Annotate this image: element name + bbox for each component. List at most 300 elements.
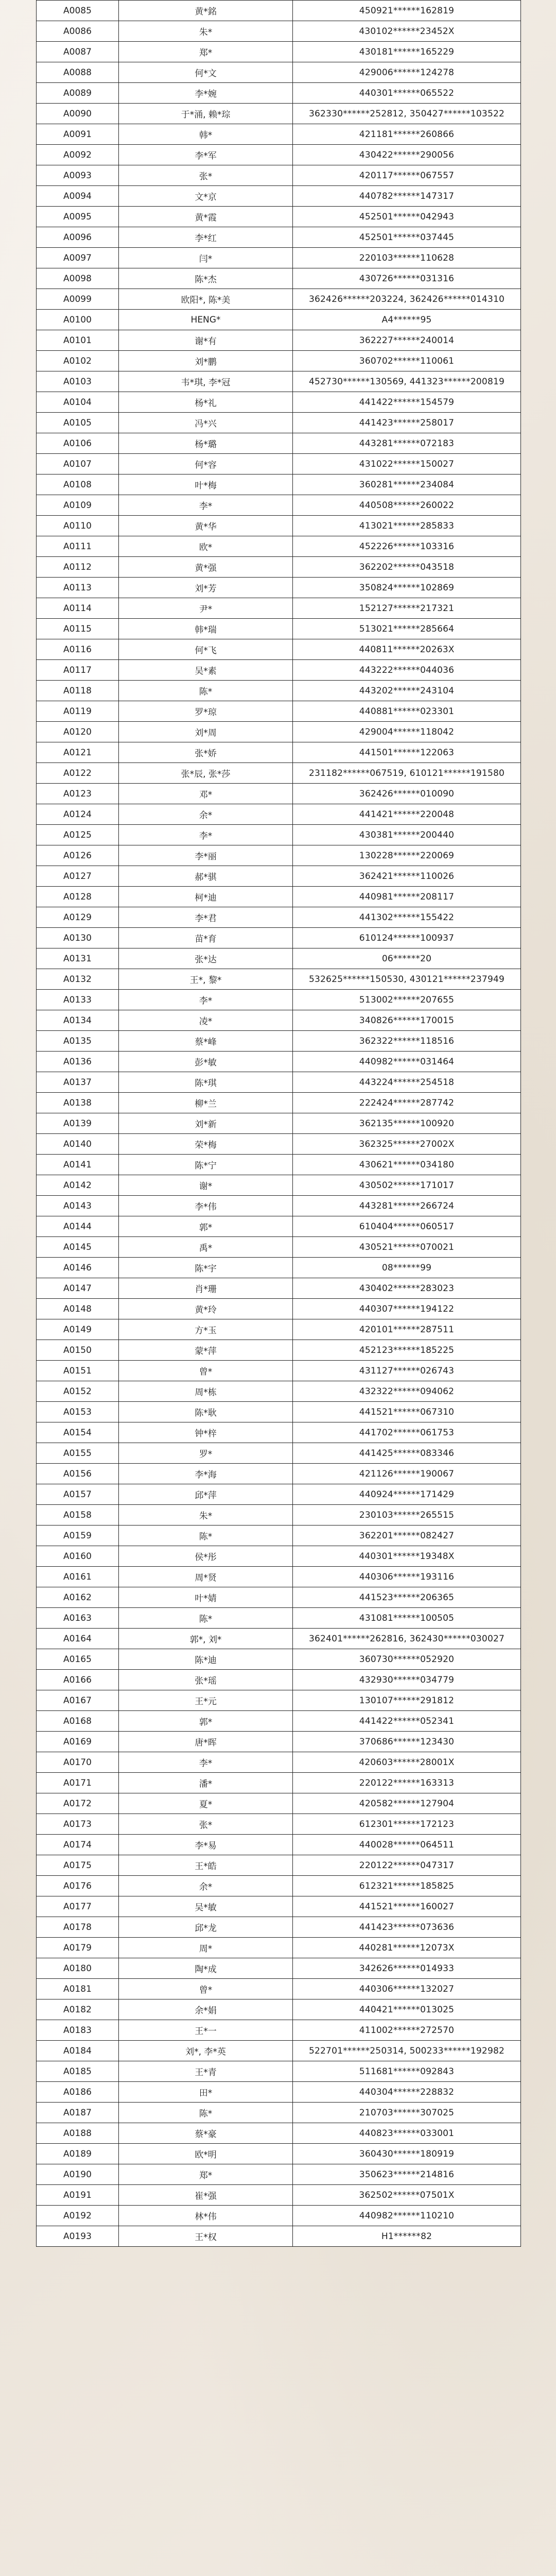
serial-number-cell: A0127 — [37, 866, 119, 887]
id-number-cell: 220122******047317 — [293, 1855, 521, 1876]
id-number-cell: 420582******127904 — [293, 1793, 521, 1814]
serial-number-cell: A0148 — [37, 1299, 119, 1319]
serial-number-cell: A0110 — [37, 516, 119, 536]
serial-number-cell: A0153 — [37, 1402, 119, 1422]
id-number-cell: 440881******023301 — [293, 701, 521, 722]
id-number-cell: 362227******240014 — [293, 330, 521, 351]
applicant-name-cell: 刘*周 — [119, 722, 293, 742]
applicant-name-cell: 曾* — [119, 1361, 293, 1381]
applicant-name-cell: 欧*明 — [119, 2144, 293, 2164]
table-row — [37, 969, 521, 990]
serial-number-cell: A0113 — [37, 578, 119, 598]
applicant-name-cell: 罗* — [119, 1443, 293, 1464]
serial-number-cell: A0137 — [37, 1072, 119, 1093]
applicant-name-cell: 黄*銘 — [119, 1, 293, 21]
serial-number-cell: A0167 — [37, 1690, 119, 1711]
applicant-name-cell: 朱* — [119, 1505, 293, 1526]
applicant-name-cell: 陈*杰 — [119, 268, 293, 289]
applicant-name-cell: 郭*, 刘* — [119, 1629, 293, 1649]
serial-number-cell: A0125 — [37, 825, 119, 845]
applicant-name-cell: 周* — [119, 1938, 293, 1958]
id-number-cell: 610124******100937 — [293, 928, 521, 948]
id-number-cell: 411002******272570 — [293, 2020, 521, 2041]
serial-number-cell: A0103 — [37, 371, 119, 392]
id-number-cell: 440307******194122 — [293, 1299, 521, 1319]
id-number-cell: 06******20 — [293, 948, 521, 969]
id-number-cell: 220122******163313 — [293, 1773, 521, 1793]
table-row — [37, 1258, 521, 1278]
applicant-name-cell: 李*海 — [119, 1464, 293, 1484]
id-number-cell: 362502******07501X — [293, 2185, 521, 2206]
serial-number-cell: A0189 — [37, 2144, 119, 2164]
table-row — [37, 1526, 521, 1546]
id-number-cell: 421126******190067 — [293, 1464, 521, 1484]
applicant-name-cell: 陈* — [119, 681, 293, 701]
applicant-name-cell: 李*军 — [119, 145, 293, 165]
id-number-cell: 360281******234084 — [293, 474, 521, 495]
serial-number-cell: A0159 — [37, 1526, 119, 1546]
id-number-cell: 522701******250314, 500233******192982 — [293, 2041, 521, 2061]
applicant-name-cell: 方*玉 — [119, 1319, 293, 1340]
serial-number-cell: A0166 — [37, 1670, 119, 1690]
serial-number-cell: A0135 — [37, 1031, 119, 1052]
table-row — [37, 1629, 521, 1649]
table-row — [37, 1876, 521, 1896]
serial-number-cell: A0094 — [37, 186, 119, 207]
table-row — [37, 681, 521, 701]
table-row — [37, 1999, 521, 2020]
id-number-cell: 511681******092843 — [293, 2061, 521, 2082]
applicant-name-cell: 郑* — [119, 2164, 293, 2185]
id-number-cell: 350623******214816 — [293, 2164, 521, 2185]
table-row — [37, 330, 521, 351]
serial-number-cell: A0193 — [37, 2226, 119, 2247]
serial-number-cell: A0098 — [37, 268, 119, 289]
serial-number-cell: A0101 — [37, 330, 119, 351]
serial-number-cell: A0165 — [37, 1649, 119, 1670]
applicant-name-cell: 钟*梓 — [119, 1422, 293, 1443]
applicant-name-cell: 谢*有 — [119, 330, 293, 351]
id-number-cell: 420603******28001X — [293, 1752, 521, 1773]
id-number-cell: 210703******307025 — [293, 2103, 521, 2123]
serial-number-cell: A0120 — [37, 722, 119, 742]
id-number-cell: 420101******287511 — [293, 1319, 521, 1340]
serial-number-cell: A0140 — [37, 1134, 119, 1155]
applicant-name-cell: 欧阳*, 陈*美 — [119, 289, 293, 310]
applicant-name-cell: 周*栋 — [119, 1381, 293, 1402]
applicant-name-cell: 尹* — [119, 598, 293, 619]
applicant-name-cell: 杨*礼 — [119, 392, 293, 413]
id-number-cell: 430521******070021 — [293, 1237, 521, 1258]
id-number-cell: 430181******165229 — [293, 42, 521, 62]
id-number-cell: 430422******290056 — [293, 145, 521, 165]
table-row — [37, 2164, 521, 2185]
table-row — [37, 948, 521, 969]
table-row — [37, 1237, 521, 1258]
table-row — [37, 21, 521, 42]
serial-number-cell: A0155 — [37, 1443, 119, 1464]
applicant-name-cell: 侯*彤 — [119, 1546, 293, 1567]
id-number-cell: 610404******060517 — [293, 1216, 521, 1237]
table-row — [37, 784, 521, 804]
id-number-cell: 440982******110210 — [293, 2206, 521, 2226]
serial-number-cell: A0089 — [37, 83, 119, 104]
table-row — [37, 1670, 521, 1690]
serial-number-cell: A0130 — [37, 928, 119, 948]
table-row — [37, 1072, 521, 1093]
serial-number-cell: A0173 — [37, 1814, 119, 1835]
serial-number-cell: A0097 — [37, 248, 119, 268]
applicant-name-cell: 邱*龙 — [119, 1917, 293, 1938]
serial-number-cell: A0099 — [37, 289, 119, 310]
id-number-cell: 130107******291812 — [293, 1690, 521, 1711]
id-number-cell: 440028******064511 — [293, 1835, 521, 1855]
applicant-name-cell: 余*娟 — [119, 1999, 293, 2020]
table-row — [37, 907, 521, 928]
id-number-cell: 441422******154579 — [293, 392, 521, 413]
serial-number-cell: A0157 — [37, 1484, 119, 1505]
table-row — [37, 474, 521, 495]
applicant-name-cell: 余* — [119, 1876, 293, 1896]
table-row — [37, 145, 521, 165]
id-number-cell: 452730******130569, 441323******200819 — [293, 371, 521, 392]
applicant-name-cell: 黄*霞 — [119, 207, 293, 227]
id-number-cell: 440811******20263X — [293, 639, 521, 660]
applicant-name-cell: 黄*华 — [119, 516, 293, 536]
id-number-cell: 429006******124278 — [293, 62, 521, 83]
id-number-cell: 430402******283023 — [293, 1278, 521, 1299]
applicant-name-cell: 韩*瑞 — [119, 619, 293, 639]
id-number-cell: 431022******150027 — [293, 454, 521, 474]
serial-number-cell: A0160 — [37, 1546, 119, 1567]
table-row — [37, 763, 521, 784]
table-row — [37, 62, 521, 83]
serial-number-cell: A0085 — [37, 1, 119, 21]
applicant-name-cell: 夏* — [119, 1793, 293, 1814]
serial-number-cell: A0162 — [37, 1587, 119, 1608]
applicant-name-cell: 邓* — [119, 784, 293, 804]
id-number-cell: 360730******052920 — [293, 1649, 521, 1670]
applicant-name-cell: 闫* — [119, 248, 293, 268]
serial-number-cell: A0183 — [37, 2020, 119, 2041]
id-number-cell: 440304******228832 — [293, 2082, 521, 2103]
serial-number-cell: A0185 — [37, 2061, 119, 2082]
applicant-name-cell: 李*红 — [119, 227, 293, 248]
serial-number-cell: A0117 — [37, 660, 119, 681]
applicant-name-cell: 邱*萍 — [119, 1484, 293, 1505]
applicant-name-cell: 杨*璐 — [119, 433, 293, 454]
id-number-cell: 342626******014933 — [293, 1958, 521, 1979]
id-number-cell: 440924******171429 — [293, 1484, 521, 1505]
applicant-name-cell: 柯*迪 — [119, 887, 293, 907]
applicant-name-cell: 何*飞 — [119, 639, 293, 660]
serial-number-cell: A0156 — [37, 1464, 119, 1484]
id-number-cell: 362421******110026 — [293, 866, 521, 887]
table-row — [37, 2185, 521, 2206]
serial-number-cell: A0142 — [37, 1175, 119, 1196]
serial-number-cell: A0138 — [37, 1093, 119, 1113]
applicant-name-cell: 韦*琪, 李*冠 — [119, 371, 293, 392]
id-number-cell: 222424******287742 — [293, 1093, 521, 1113]
table-row — [37, 990, 521, 1010]
table-row — [37, 433, 521, 454]
id-number-cell: 440508******260022 — [293, 495, 521, 516]
id-number-cell: 440823******033001 — [293, 2123, 521, 2144]
applicant-name-cell: 何*文 — [119, 62, 293, 83]
applicant-name-cell: 陈*宁 — [119, 1155, 293, 1175]
table-row — [37, 42, 521, 62]
applicant-name-cell: 潘* — [119, 1773, 293, 1793]
table-row — [37, 1855, 521, 1876]
applicant-name-cell: 崔*强 — [119, 2185, 293, 2206]
applicant-name-cell: 陈*琪 — [119, 1072, 293, 1093]
table-row — [37, 1505, 521, 1526]
table-row — [37, 2123, 521, 2144]
table-row — [37, 371, 521, 392]
table-row — [37, 1340, 521, 1361]
id-number-cell: 612301******172123 — [293, 1814, 521, 1835]
table-row — [37, 866, 521, 887]
applicant-name-cell: 李*君 — [119, 907, 293, 928]
table-row — [37, 887, 521, 907]
serial-number-cell: A0108 — [37, 474, 119, 495]
serial-number-cell: A0106 — [37, 433, 119, 454]
applicant-name-cell: 郑* — [119, 42, 293, 62]
serial-number-cell: A0171 — [37, 1773, 119, 1793]
serial-number-cell: A0122 — [37, 763, 119, 784]
table-row — [37, 1443, 521, 1464]
applicant-name-cell: 曾* — [119, 1979, 293, 1999]
id-number-cell: 443281******266724 — [293, 1196, 521, 1216]
serial-number-cell: A0112 — [37, 557, 119, 578]
id-number-cell: 413021******285833 — [293, 516, 521, 536]
serial-number-cell: A0164 — [37, 1629, 119, 1649]
applicant-name-cell: 陶*成 — [119, 1958, 293, 1979]
table-row — [37, 1093, 521, 1113]
applicant-name-cell: 张* — [119, 1814, 293, 1835]
table-row — [37, 2206, 521, 2226]
table-row — [37, 1052, 521, 1072]
table-row — [37, 1732, 521, 1752]
id-number-cell: 370686******123430 — [293, 1732, 521, 1752]
serial-number-cell: A0191 — [37, 2185, 119, 2206]
applicant-name-cell: 刘*新 — [119, 1113, 293, 1134]
serial-number-cell: A0188 — [37, 2123, 119, 2144]
table-row — [37, 2103, 521, 2123]
table-row — [37, 639, 521, 660]
table-row — [37, 1484, 521, 1505]
applicant-name-cell: 苗*育 — [119, 928, 293, 948]
applicant-name-cell: 肖*珊 — [119, 1278, 293, 1299]
applicant-name-cell: 刘*, 李*英 — [119, 2041, 293, 2061]
serial-number-cell: A0175 — [37, 1855, 119, 1876]
table-row — [37, 1216, 521, 1237]
id-number-cell: 440982******031464 — [293, 1052, 521, 1072]
applicant-name-cell: 黄*强 — [119, 557, 293, 578]
applicant-name-cell: 欧* — [119, 536, 293, 557]
id-number-cell: 441302******155422 — [293, 907, 521, 928]
id-number-cell: 443224******254518 — [293, 1072, 521, 1093]
serial-number-cell: A0128 — [37, 887, 119, 907]
table-row — [37, 248, 521, 268]
table-row — [37, 825, 521, 845]
id-number-cell: 431127******026743 — [293, 1361, 521, 1381]
serial-number-cell: A0158 — [37, 1505, 119, 1526]
id-number-cell: 441421******220048 — [293, 804, 521, 825]
id-number-cell: 452226******103316 — [293, 536, 521, 557]
serial-number-cell: A0179 — [37, 1938, 119, 1958]
table-row — [37, 1031, 521, 1052]
serial-number-cell: A0147 — [37, 1278, 119, 1299]
id-number-cell: 513002******207655 — [293, 990, 521, 1010]
table-row — [37, 1587, 521, 1608]
table-row — [37, 536, 521, 557]
applicant-name-cell: 张* — [119, 165, 293, 186]
id-number-cell: 441423******073636 — [293, 1917, 521, 1938]
id-number-cell: 430726******031316 — [293, 268, 521, 289]
serial-number-cell: A0170 — [37, 1752, 119, 1773]
table-row — [37, 268, 521, 289]
id-number-cell: 432322******094062 — [293, 1381, 521, 1402]
table-row — [37, 413, 521, 433]
id-number-cell: 362325******27002X — [293, 1134, 521, 1155]
serial-number-cell: A0123 — [37, 784, 119, 804]
table-row — [37, 289, 521, 310]
table-row — [37, 619, 521, 639]
table-row — [37, 1196, 521, 1216]
id-number-cell: 220103******110628 — [293, 248, 521, 268]
table-row — [37, 598, 521, 619]
serial-number-cell: A0176 — [37, 1876, 119, 1896]
applicant-name-cell: HENG* — [119, 310, 293, 330]
id-number-cell: H1******82 — [293, 2226, 521, 2247]
id-number-cell: 440421******013025 — [293, 1999, 521, 2020]
applicant-name-cell: 陈*耿 — [119, 1402, 293, 1422]
id-number-cell: 08******99 — [293, 1258, 521, 1278]
serial-number-cell: A0182 — [37, 1999, 119, 2020]
applicant-name-cell: 田* — [119, 2082, 293, 2103]
id-number-cell: 440301******065522 — [293, 83, 521, 104]
serial-number-cell: A0163 — [37, 1608, 119, 1629]
id-number-cell: 443222******044036 — [293, 660, 521, 681]
table-row — [37, 1793, 521, 1814]
table-row — [37, 928, 521, 948]
table-row — [37, 1979, 521, 1999]
serial-number-cell: A0139 — [37, 1113, 119, 1134]
applicant-name-cell: 余* — [119, 804, 293, 825]
serial-number-cell: A0124 — [37, 804, 119, 825]
applicant-name-cell: 陈* — [119, 1608, 293, 1629]
serial-number-cell: A0093 — [37, 165, 119, 186]
table-row — [37, 186, 521, 207]
serial-number-cell: A0088 — [37, 62, 119, 83]
table-row — [37, 227, 521, 248]
id-number-cell: 441501******122063 — [293, 742, 521, 763]
id-number-cell: 360702******110061 — [293, 351, 521, 371]
applicant-name-cell: 蔡*豪 — [119, 2123, 293, 2144]
applicant-name-cell: 李* — [119, 1752, 293, 1773]
id-number-cell: 450921******162819 — [293, 1, 521, 21]
table-row — [37, 1299, 521, 1319]
id-number-cell: 362322******118516 — [293, 1031, 521, 1052]
id-number-cell: 362202******043518 — [293, 557, 521, 578]
table-row — [37, 1608, 521, 1629]
table-row — [37, 104, 521, 124]
table-row — [37, 660, 521, 681]
id-number-cell: 430102******23452X — [293, 21, 521, 42]
id-number-cell: A4******95 — [293, 310, 521, 330]
serial-number-cell: A0181 — [37, 1979, 119, 1999]
table-row — [37, 722, 521, 742]
serial-number-cell: A0086 — [37, 21, 119, 42]
applicant-name-cell: 王*, 黎* — [119, 969, 293, 990]
applicant-name-cell: 林*伟 — [119, 2206, 293, 2226]
applicant-name-cell: 吴*敏 — [119, 1896, 293, 1917]
serial-number-cell: A0092 — [37, 145, 119, 165]
applicant-name-cell: 荣*梅 — [119, 1134, 293, 1155]
id-number-cell: 440306******132027 — [293, 1979, 521, 1999]
serial-number-cell: A0111 — [37, 536, 119, 557]
table-row — [37, 124, 521, 145]
id-number-cell: 440301******19348X — [293, 1546, 521, 1567]
table-row — [37, 83, 521, 104]
id-number-cell: 429004******118042 — [293, 722, 521, 742]
table-row — [37, 2061, 521, 2082]
serial-number-cell: A0090 — [37, 104, 119, 124]
serial-number-cell: A0149 — [37, 1319, 119, 1340]
id-number-cell: 452501******042943 — [293, 207, 521, 227]
listing-table-wrapper — [36, 0, 520, 2247]
applicant-table — [36, 0, 521, 2247]
table-row — [37, 557, 521, 578]
applicant-name-cell: 陈*宇 — [119, 1258, 293, 1278]
serial-number-cell: A0087 — [37, 42, 119, 62]
serial-number-cell: A0100 — [37, 310, 119, 330]
serial-number-cell: A0187 — [37, 2103, 119, 2123]
table-row — [37, 1278, 521, 1299]
serial-number-cell: A0116 — [37, 639, 119, 660]
applicant-name-cell: 郝*骐 — [119, 866, 293, 887]
table-row — [37, 701, 521, 722]
applicant-name-cell: 李*丽 — [119, 845, 293, 866]
id-number-cell: 440782******147317 — [293, 186, 521, 207]
id-number-cell: 452123******185225 — [293, 1340, 521, 1361]
serial-number-cell: A0136 — [37, 1052, 119, 1072]
table-row — [37, 1690, 521, 1711]
applicant-name-cell: 凌* — [119, 1010, 293, 1031]
id-number-cell: 230103******265515 — [293, 1505, 521, 1526]
table-row — [37, 1773, 521, 1793]
applicant-name-cell: 于*涌, 赖*琮 — [119, 104, 293, 124]
id-number-cell: 231182******067519, 610121******191580 — [293, 763, 521, 784]
id-number-cell: 362426******203224, 362426******014310 — [293, 289, 521, 310]
id-number-cell: 441423******258017 — [293, 413, 521, 433]
table-row — [37, 351, 521, 371]
table-row — [37, 392, 521, 413]
table-row — [37, 1546, 521, 1567]
applicant-name-cell: 陈*迪 — [119, 1649, 293, 1670]
serial-number-cell: A0109 — [37, 495, 119, 516]
table-row — [37, 2082, 521, 2103]
applicant-name-cell: 周*贤 — [119, 1567, 293, 1587]
id-number-cell: 441521******160027 — [293, 1896, 521, 1917]
table-row — [37, 310, 521, 330]
applicant-name-cell: 蔡*峰 — [119, 1031, 293, 1052]
applicant-name-cell: 张*达 — [119, 948, 293, 969]
table-row — [37, 454, 521, 474]
id-number-cell: 432930******034779 — [293, 1670, 521, 1690]
serial-number-cell: A0126 — [37, 845, 119, 866]
